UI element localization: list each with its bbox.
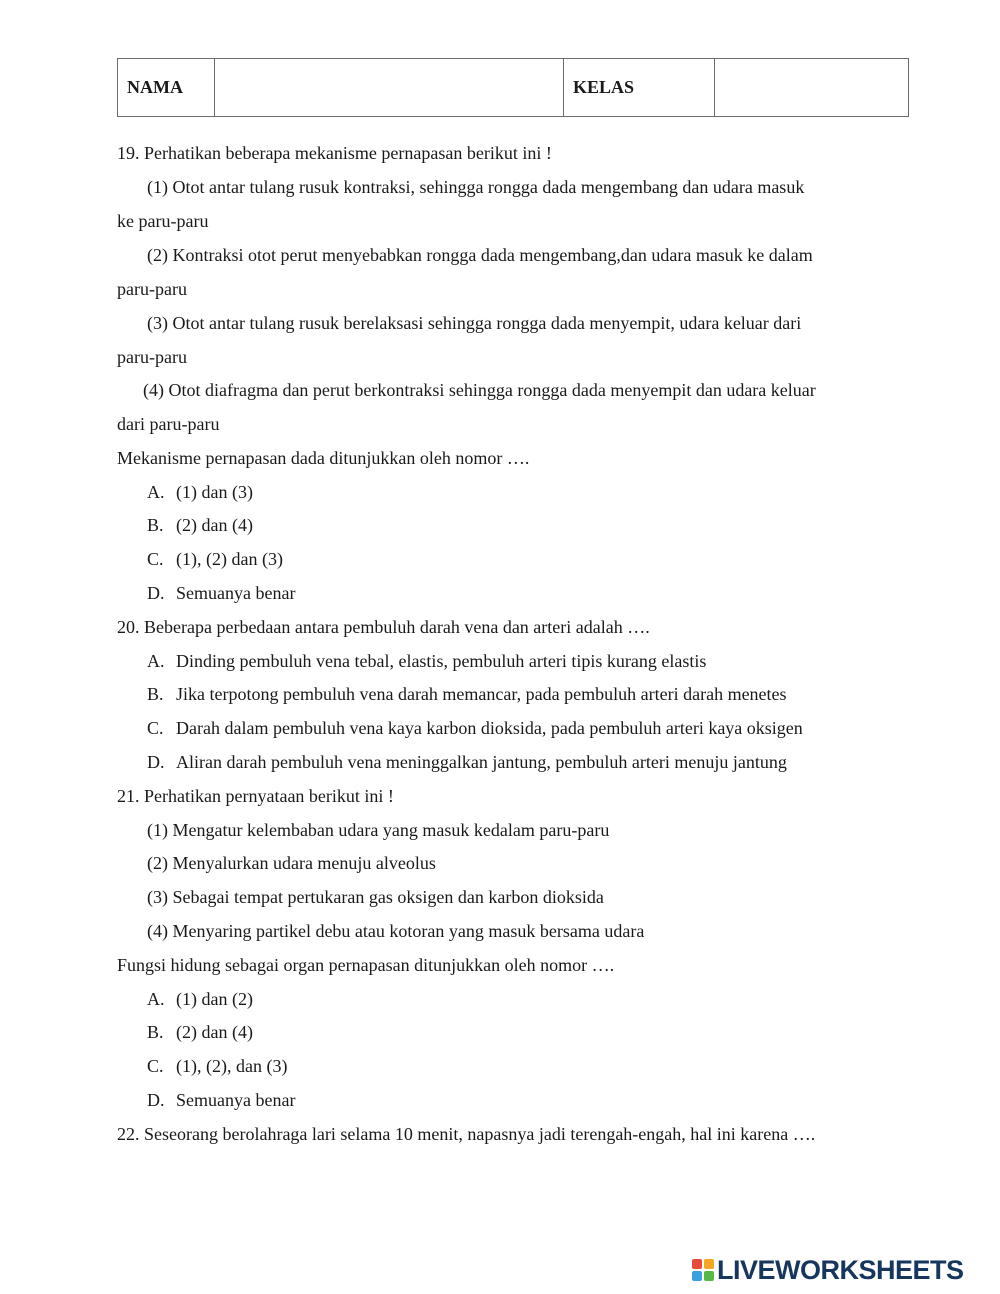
nama-cell: [215, 59, 564, 117]
q19-statement-2: (2) Kontraksi otot perut menyebabkan rongga dada mengembang,dan udara masuk ke dalam: [147, 245, 813, 265]
q20-option-c[interactable]: [147, 717, 803, 739]
option-letter: A.: [147, 989, 165, 1009]
option-text: (2) dan (4): [176, 1022, 253, 1042]
option-letter: A.: [147, 482, 165, 502]
q21-prompt: Fungsi hidung sebagai organ pernapasan ditunjukkan oleh nomor ….: [117, 955, 615, 975]
q19-statement-4: (4) Otot diafragma dan perut berkontraksi sehingga rongga dada menyempit dan udara keluar: [143, 380, 816, 400]
q21-option-b[interactable]: [147, 1021, 253, 1043]
q21-statement-4: (4) Menyaring partikel debu atau kotoran yang masuk bersama udara: [147, 921, 645, 941]
q22-question: 22. Seseorang berolahraga lari selama 10 menit, napasnya jadi terengah-engah, hal ini karena ….: [117, 1124, 816, 1144]
q20-question: 20. Beberapa perbedaan antara pembuluh darah vena dan arteri adalah ….: [117, 617, 650, 637]
q21-option-c[interactable]: [147, 1055, 287, 1077]
option-text: (2) dan (4): [176, 515, 253, 535]
option-text: Aliran darah pembuluh vena meninggalkan jantung, pembuluh arteri menuju jantung: [176, 752, 787, 772]
option-text: (1) dan (2): [176, 989, 253, 1009]
logo-mark-icon: [692, 1259, 714, 1281]
option-letter: C.: [147, 1056, 164, 1076]
option-text: Dinding pembuluh vena tebal, elastis, pembuluh arteri tipis kurang elastis: [176, 651, 707, 671]
q21-option-d[interactable]: [147, 1089, 295, 1111]
q19-statement-4-cont: dari paru-paru: [117, 414, 220, 434]
q19-statement-1: (1) Otot antar tulang rusuk kontraksi, sehingga rongga dada mengembang dan udara masuk: [147, 177, 805, 197]
logo-square-orange: [704, 1259, 714, 1269]
option-letter: D.: [147, 1090, 165, 1110]
q20-option-b[interactable]: [147, 683, 787, 705]
logo-text: LIVEWORKSHEETS: [717, 1254, 964, 1285]
option-text: (1), (2) dan (3): [176, 549, 283, 569]
q20-option-a[interactable]: [147, 650, 706, 672]
q19-statement-1-cont: ke paru-paru: [117, 211, 209, 231]
option-text: Jika terpotong pembuluh vena darah memancar, pada pembuluh arteri darah menetes: [176, 684, 787, 704]
option-letter: C.: [147, 718, 164, 738]
option-letter: A.: [147, 651, 165, 671]
q19-option-d[interactable]: [147, 582, 295, 604]
q19-option-b[interactable]: [147, 514, 253, 536]
nama-input[interactable]: [215, 59, 563, 116]
q21-statement-2: (2) Menyalurkan udara menuju alveolus: [147, 853, 436, 873]
q19-prompt: Mekanisme pernapasan dada ditunjukkan oleh nomor ….: [117, 448, 530, 468]
option-text: Semuanya benar: [176, 583, 296, 603]
option-text: (1) dan (3): [176, 482, 253, 502]
nama-label: NAMA: [118, 59, 215, 117]
option-letter: B.: [147, 684, 164, 704]
option-letter: D.: [147, 752, 165, 772]
student-info-table: [117, 58, 909, 117]
q20-option-d[interactable]: [147, 751, 787, 773]
q21-statement-1: (1) Mengatur kelembaban udara yang masuk kedalam paru-paru: [147, 820, 610, 840]
q21-statement-3: (3) Sebagai tempat pertukaran gas oksigen dan karbon dioksida: [147, 887, 604, 907]
kelas-label: KELAS: [564, 59, 715, 117]
option-letter: B.: [147, 1022, 164, 1042]
option-letter: C.: [147, 549, 164, 569]
kelas-input[interactable]: [715, 59, 908, 116]
logo-square-green: [704, 1271, 714, 1281]
option-letter: D.: [147, 583, 165, 603]
q21-option-a[interactable]: [147, 988, 253, 1010]
q19-question: 19. Perhatikan beberapa mekanisme pernapasan berikut ini !: [117, 143, 552, 163]
liveworksheets-logo: [692, 1256, 964, 1284]
option-letter: B.: [147, 515, 164, 535]
q21-question: 21. Perhatikan pernyataan berikut ini !: [117, 786, 394, 806]
option-text: Semuanya benar: [176, 1090, 296, 1110]
logo-square-red: [692, 1259, 702, 1269]
q19-statement-2-cont: paru-paru: [117, 279, 187, 299]
q19-option-a[interactable]: [147, 481, 253, 503]
q19-statement-3-cont: paru-paru: [117, 347, 187, 367]
q19-statement-3: (3) Otot antar tulang rusuk berelaksasi sehingga rongga dada menyempit, udara keluar dari: [147, 313, 802, 333]
option-text: Darah dalam pembuluh vena kaya karbon dioksida, pada pembuluh arteri kaya oksigen: [176, 718, 803, 738]
q19-option-c[interactable]: [147, 548, 283, 570]
option-text: (1), (2), dan (3): [176, 1056, 288, 1076]
kelas-cell: [715, 59, 909, 117]
logo-square-blue: [692, 1271, 702, 1281]
